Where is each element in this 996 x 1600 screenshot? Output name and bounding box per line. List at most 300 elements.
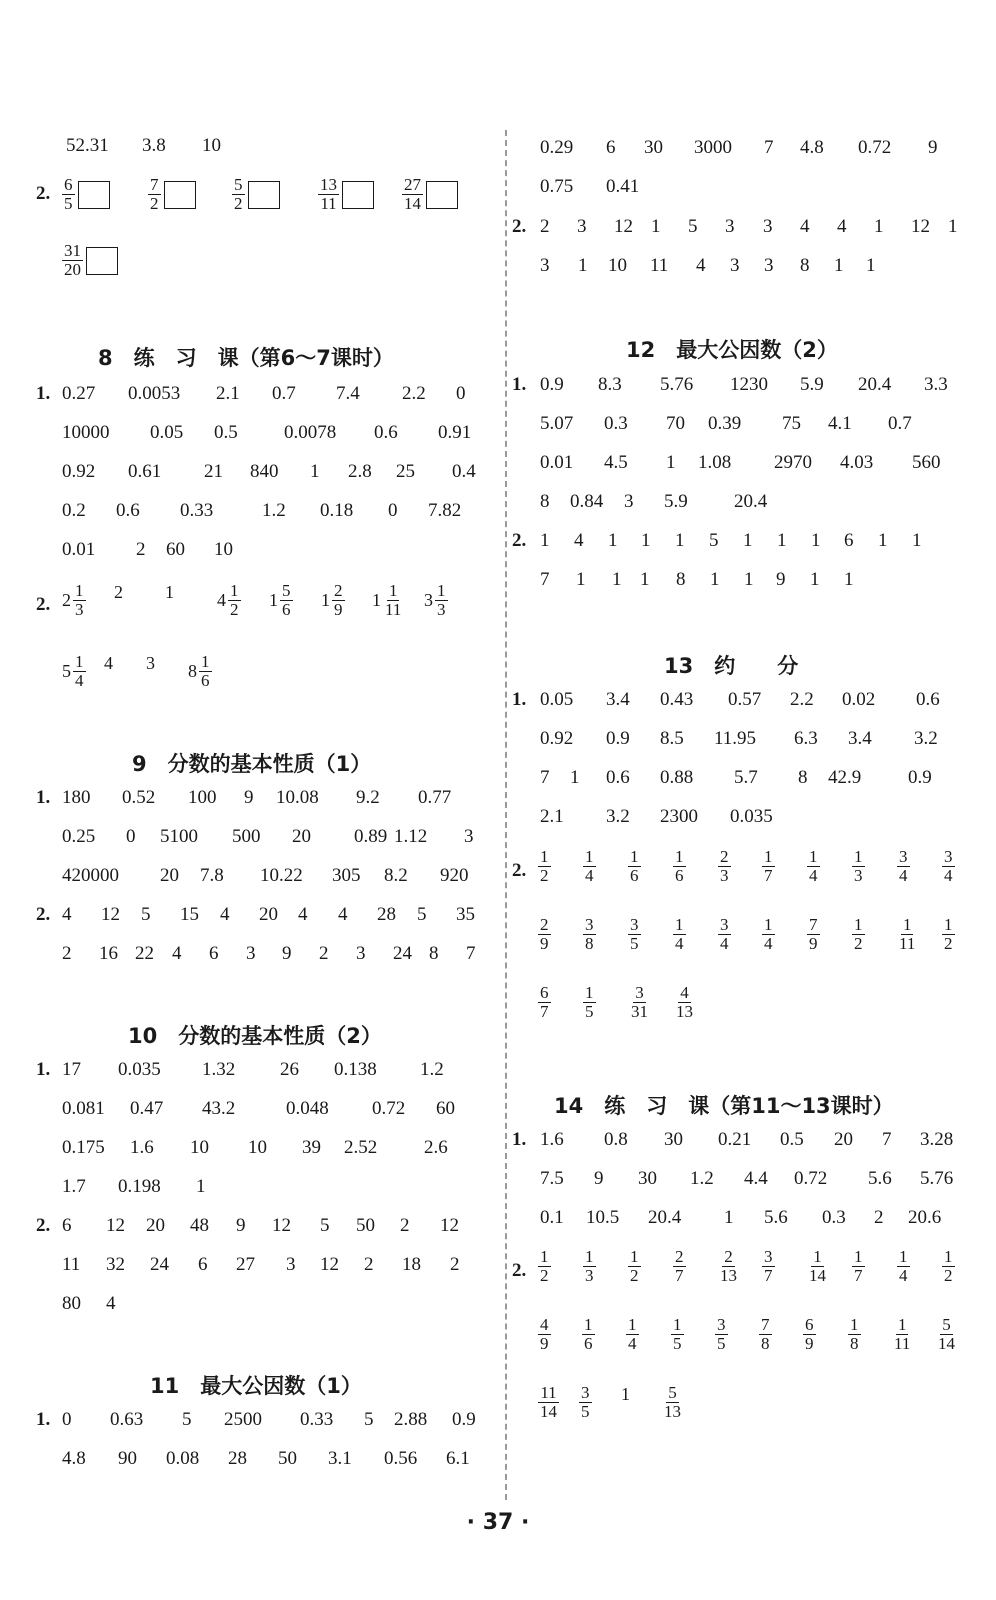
answer-value: 4 [338,904,348,925]
answer-value: 12 [101,904,120,925]
answer-value: 11 [62,1254,81,1275]
denominator: 5 [585,1002,594,1021]
fraction [629,984,650,1021]
denominator: 4 [809,866,818,885]
numerator: 1 [437,581,446,600]
answer-value: 0.138 [334,1059,377,1080]
denominator: 11 [385,600,402,619]
answer-value: 3.2 [606,806,630,827]
answer-value: 0.035 [118,1059,161,1080]
numerator: 3 [764,1247,773,1266]
denominator: 9 [805,1334,814,1353]
fraction [852,1248,865,1285]
numerator: 1 [854,847,863,866]
answer-box [248,181,280,209]
denominator: 2 [854,934,863,953]
answer-value: 1 [948,216,958,237]
answer-value: 0.25 [62,826,96,847]
numerator: 2 [720,847,729,866]
question-number: 1. [36,1059,51,1080]
answer-value: 10 [202,135,221,156]
answer-value: 4.8 [62,1448,86,1469]
answer-value: 0.4 [452,461,476,482]
answer-item [897,916,917,953]
answer-value: 1.7 [62,1176,86,1197]
denominator: 11 [320,194,337,213]
numerator: 3 [581,1383,590,1402]
answer-value: 4 [298,904,308,925]
answer-value: 420000 [62,865,119,886]
answer-value: 3 [356,943,366,964]
answer-item [628,1248,641,1285]
answer-value: 7 [466,943,476,964]
numerator: 1 [584,1315,593,1334]
answer-value: 5100 [160,826,198,847]
answer-value: 0.9 [606,728,630,749]
numerator: 5 [282,581,291,600]
answer-item [188,653,212,690]
answer-value: 10.08 [276,787,319,808]
answer-value: 25 [396,461,415,482]
answer-item [718,848,731,885]
numerator: 1 [764,915,773,934]
answer-value: 30 [664,1129,683,1150]
numerator: 3 [717,1315,726,1334]
answer-value: 7.5 [540,1168,564,1189]
denominator: 7 [540,1002,549,1021]
answer-value: 18 [402,1254,421,1275]
answer-item [673,916,686,953]
answer-item [321,582,345,619]
mixed-number [321,582,345,619]
answer-value: 0.72 [794,1168,828,1189]
answer-value: 0.75 [540,176,574,197]
answer-value: 15 [180,904,199,925]
answer-value: 5 [709,530,719,551]
answer-value: 3.8 [142,135,166,156]
answer-value: 1 [743,530,753,551]
fraction [199,653,212,690]
section-title: 12 最大公因数（2） [626,338,838,362]
answer-value: 5.07 [540,413,574,434]
denominator: 4 [764,934,773,953]
answer-value: 3.4 [848,728,872,749]
fraction [582,1316,595,1353]
answer-value: 6 [198,1254,208,1275]
denominator: 5 [673,1334,682,1353]
answer-value: 4.8 [800,137,824,158]
answer-value: 39 [302,1137,321,1158]
fraction [673,916,686,953]
whole-part: 1 [269,590,278,610]
fraction [718,916,731,953]
answer-value: 2.1 [540,806,564,827]
answer-value: 21 [204,461,223,482]
answer-item [62,653,86,690]
answer-value: 0.41 [606,176,640,197]
answer-value: 0.08 [166,1448,200,1469]
answer-item [942,916,955,953]
numerator: 4 [680,983,689,1002]
answer-value: 1 [641,530,651,551]
answer-value: 27 [236,1254,255,1275]
fraction [897,1248,910,1285]
fraction [583,1248,596,1285]
answer-value: 90 [118,1448,137,1469]
fraction [807,916,820,953]
question-number: 1. [512,1129,527,1150]
answer-value: 0.6 [116,500,140,521]
answer-value: 43.2 [202,1098,236,1119]
answer-value: 0.63 [110,1409,144,1430]
answer-value: 3.28 [920,1129,954,1150]
answer-value: 50 [356,1215,375,1236]
answer-value: 20 [834,1129,853,1150]
answer-value: 3 [146,653,155,673]
numerator: 1 [944,915,953,934]
answer-value: 0.77 [418,787,452,808]
answer-value: 22 [135,943,154,964]
denominator: 8 [761,1334,770,1353]
denominator: 3 [854,866,863,885]
answer-value: 5.6 [764,1207,788,1228]
numerator: 7 [761,1315,770,1334]
answer-value: 0.6 [916,689,940,710]
denominator: 6 [584,1334,593,1353]
section-title: 11 最大公因数（1） [150,1374,362,1398]
numerator: 7 [809,915,818,934]
numerator: 1 [813,1247,822,1266]
answer-value: 8 [540,491,550,512]
answer-value: 3.2 [914,728,938,749]
answer-value: 1 [570,767,580,788]
numerator: 6 [64,175,73,194]
answer-item [621,1384,630,1405]
denominator: 13 [720,1266,737,1285]
answer-value: 5 [182,1409,192,1430]
answer-value: 4.4 [744,1168,768,1189]
numerator: 3 [944,847,953,866]
answer-value: 20 [160,865,179,886]
answer-value: 20 [259,904,278,925]
fraction [718,848,731,885]
answer-value: 7 [764,137,774,158]
question-number: 2. [36,1215,51,1236]
answer-value: 20 [292,826,311,847]
numerator: 2 [540,915,549,934]
denominator: 8 [585,934,594,953]
answer-value: 6 [62,1215,72,1236]
answer-value: 9 [594,1168,604,1189]
denominator: 9 [334,600,343,619]
answer-value: 35 [456,904,475,925]
answer-value: 2 [874,1207,884,1228]
answer-box [86,247,118,275]
numerator: 1 [540,1247,549,1266]
answer-item [807,848,820,885]
whole-part: 3 [424,590,433,610]
denominator: 9 [540,1334,549,1353]
answer-value: 7 [882,1129,892,1150]
fraction [759,1316,772,1353]
answer-item [104,653,113,674]
answer-value: 3 [763,216,773,237]
answer-value: 6 [844,530,854,551]
answer-value: 42.9 [828,767,862,788]
answer-value: 0.05 [540,689,574,710]
answer-value: 4 [800,216,810,237]
question-number: 1. [512,374,527,395]
answer-value: 9 [236,1215,246,1236]
mixed-number [62,653,86,690]
answer-value: 0 [126,826,136,847]
answer-value: 0.081 [62,1098,105,1119]
answer-value: 0.33 [180,500,214,521]
answer-value: 0.7 [272,383,296,404]
question-number: 2. [512,1260,527,1281]
numerator: 5 [668,1383,677,1402]
answer-value: 20.6 [908,1207,942,1228]
whole-part: 1 [321,590,330,610]
answer-value: 6 [606,137,616,158]
answer-value: 1 [651,216,661,237]
answer-value: 0 [388,500,398,521]
answer-value: 10 [214,539,233,560]
denominator: 4 [75,671,84,690]
fraction [402,176,423,213]
denominator: 6 [675,866,684,885]
answer-value: 4 [104,653,113,673]
answer-value: 7.82 [428,500,462,521]
answer-item [852,1248,865,1285]
fraction [538,1384,559,1421]
fraction-with-box [318,176,374,213]
answer-value: 1 [640,569,650,590]
answer-box [164,181,196,209]
answer-value: 0.29 [540,137,574,158]
answer-value: 0.9 [908,767,932,788]
answer-value: 1 [724,1207,734,1228]
numerator: 1 [75,581,84,600]
answer-value: 100 [188,787,217,808]
answer-item [628,848,641,885]
answer-value: 8 [800,255,810,276]
answer-value: 1.6 [540,1129,564,1150]
answer-value: 0 [62,1409,72,1430]
answer-value: 8 [429,943,439,964]
numerator: 1 [540,847,549,866]
answer-value: 1.08 [698,452,732,473]
answer-value: 2970 [774,452,812,473]
answer-item [942,848,955,885]
answer-item [671,1316,684,1353]
numerator: 13 [320,175,337,194]
denominator: 4 [675,934,684,953]
answer-value: 0.91 [438,422,472,443]
answer-value: 8.5 [660,728,684,749]
answer-value: 5 [141,904,151,925]
answer-value: 0.048 [286,1098,329,1119]
answer-value: 0 [456,383,466,404]
whole-part: 8 [188,661,197,681]
answer-value: 2 [114,582,123,602]
fraction [62,242,83,279]
answer-value: 1 [874,216,884,237]
fraction-with-box [62,242,118,279]
answer-value: 1 [608,530,618,551]
fraction [942,1248,955,1285]
fraction [538,916,551,953]
answer-value: 1 [810,569,820,590]
answer-item [538,848,551,885]
question-number: 1. [512,689,527,710]
answer-item [674,984,695,1021]
fraction [626,1316,639,1353]
answer-value: 4 [220,904,230,925]
answer-item [807,1248,828,1285]
denominator: 2 [944,934,953,953]
numerator: 1 [585,1247,594,1266]
section-title: 14 练 习 课（第11～13课时） [554,1094,894,1118]
answer-value: 920 [440,865,469,886]
numerator: 1 [75,652,84,671]
answer-value: 0.72 [372,1098,406,1119]
numerator: 1 [201,652,210,671]
answer-item [762,848,775,885]
answer-value: 3000 [694,137,732,158]
answer-value: 2.1 [216,383,240,404]
fraction [332,582,345,619]
answer-value: 11.95 [714,728,757,749]
answer-value: 5 [417,904,427,925]
fraction-with-box [232,176,280,213]
answer-value: 2 [450,1254,460,1275]
answer-value: 1 [777,530,787,551]
denominator: 20 [64,260,81,279]
answer-value: 0.57 [728,689,762,710]
denominator: 5 [64,194,73,213]
answer-value: 1.32 [202,1059,236,1080]
fraction [671,1316,684,1353]
answer-value: 2 [319,943,329,964]
numerator: 1 [673,1315,682,1334]
answer-value: 9 [282,943,292,964]
answer-value: 0.0078 [284,422,337,443]
question-number: 2. [512,530,527,551]
numerator: 3 [585,915,594,934]
answer-value: 0.175 [62,1137,105,1158]
section-title: 13 约 分 [664,654,799,678]
answer-value: 0.198 [118,1176,161,1197]
answer-item [583,916,596,953]
answer-item [146,653,155,674]
answer-value: 1 [675,530,685,551]
whole-part: 1 [372,590,381,610]
denominator: 6 [282,600,291,619]
numerator: 2 [334,581,343,600]
answer-value: 0.43 [660,689,694,710]
answer-item [583,984,596,1021]
answer-value: 1 [576,569,586,590]
numerator: 2 [724,1247,733,1266]
denominator: 5 [630,934,639,953]
answer-value: 1 [666,452,676,473]
answer-value: 2.2 [402,383,426,404]
section-title: 9 分数的基本性质（1） [132,752,372,776]
answer-item [217,582,241,619]
answer-value: 0.9 [452,1409,476,1430]
answer-value: 26 [280,1059,299,1080]
numerator: 11 [540,1383,557,1402]
answer-value: 3 [725,216,735,237]
answer-value: 2 [364,1254,374,1275]
answer-value: 1 [612,569,622,590]
answer-value: 1230 [730,374,768,395]
denominator: 2 [234,194,243,213]
denominator: 14 [540,1402,557,1421]
fraction [228,582,241,619]
answer-item [897,848,910,885]
denominator: 3 [720,866,729,885]
answer-value: 6.3 [794,728,818,749]
fraction [936,1316,957,1353]
answer-value: 0.035 [730,806,773,827]
fraction [628,1248,641,1285]
answer-value: 4 [574,530,584,551]
fraction [435,582,448,619]
question-number: 1. [36,383,51,404]
numerator: 3 [720,915,729,934]
numerator: 1 [850,1315,859,1334]
answer-item [372,582,403,619]
answer-value: 5.9 [800,374,824,395]
answer-value: 2 [62,943,72,964]
question-number: 2. [512,216,527,237]
numerator: 5 [234,175,243,194]
fraction [715,1316,728,1353]
answer-value: 0.0053 [128,383,181,404]
answer-value: 1 [834,255,844,276]
numerator: 1 [630,847,639,866]
answer-item [583,1248,596,1285]
answer-item [673,848,686,885]
mixed-number [217,582,241,619]
denominator: 2 [540,866,549,885]
fraction [628,916,641,953]
answer-value: 4 [106,1293,116,1314]
answer-value: 5.6 [868,1168,892,1189]
page-number: · 37 · [466,1510,530,1535]
answer-value: 8 [676,569,686,590]
numerator: 1 [585,983,594,1002]
answer-value: 16 [99,943,118,964]
numerator: 1 [902,915,912,934]
answer-value: 0.92 [62,461,96,482]
whole-part: 2 [62,590,71,610]
answer-value: 17 [62,1059,81,1080]
answer-item [582,1316,595,1353]
answer-value: 2.6 [424,1137,448,1158]
answer-value: 1 [165,582,174,602]
fraction [807,848,820,885]
answer-value: 1 [844,569,854,590]
fraction [718,1248,739,1285]
answer-value: 20.4 [734,491,768,512]
answer-value: 2.88 [394,1409,428,1430]
fraction [232,176,245,213]
answer-value: 1 [196,1176,206,1197]
answer-value: 12 [911,216,930,237]
